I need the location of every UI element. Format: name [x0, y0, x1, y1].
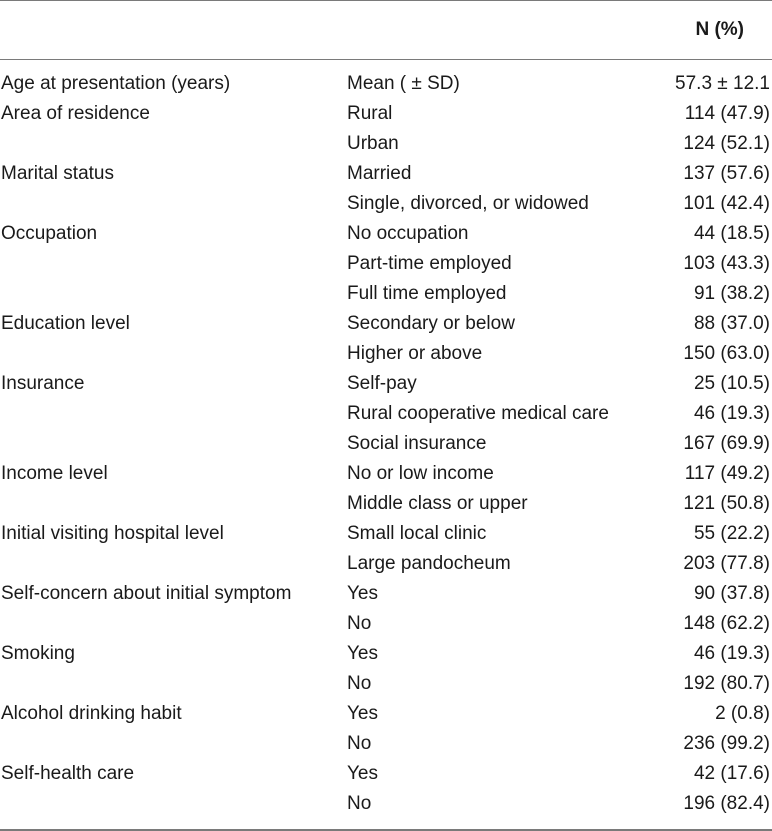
category-cell: No occupation [347, 223, 469, 244]
table-header-rule [0, 59, 772, 60]
value-cell: 25 (10.5) [693, 373, 770, 394]
table-row [0, 99, 772, 129]
table-row [0, 459, 772, 489]
value-cell: 103 (43.3) [683, 253, 770, 274]
value-cell: 148 (62.2) [683, 613, 770, 634]
table-row [0, 519, 772, 549]
category-cell: Yes [347, 703, 378, 724]
table-row [0, 609, 772, 639]
category-cell: Yes [347, 643, 378, 664]
table-row [0, 729, 772, 759]
value-cell: 88 (37.0) [693, 313, 770, 334]
value-cell: 44 (18.5) [693, 223, 770, 244]
value-cell: 203 (77.8) [683, 553, 770, 574]
table-row [0, 369, 772, 399]
value-cell: 192 (80.7) [683, 673, 770, 694]
table-row [0, 249, 772, 279]
variable-cell: Insurance [1, 373, 85, 394]
table-row [0, 279, 772, 309]
table-row [0, 759, 772, 789]
variable-cell: Income level [1, 463, 108, 484]
value-cell: 167 (69.9) [683, 433, 770, 454]
value-cell: 150 (63.0) [683, 343, 770, 364]
table-body [0, 69, 772, 819]
value-cell: 101 (42.4) [683, 193, 770, 214]
category-cell: Middle class or upper [347, 493, 528, 514]
table-row [0, 309, 772, 339]
value-cell: 2 (0.8) [715, 703, 770, 724]
table-row [0, 339, 772, 369]
table-row [0, 579, 772, 609]
value-cell: 46 (19.3) [693, 403, 770, 424]
variable-cell: Marital status [1, 163, 114, 184]
value-cell: 91 (38.2) [693, 283, 770, 304]
category-cell: No [347, 733, 372, 754]
value-cell: 90 (37.8) [693, 583, 770, 604]
category-cell: Married [347, 163, 412, 184]
value-cell: 137 (57.6) [683, 163, 770, 184]
category-cell: No [347, 793, 372, 814]
table-header [0, 0, 772, 59]
variable-cell: Initial visiting hospital level [1, 523, 224, 544]
table-row [0, 129, 772, 159]
category-cell: Rural [347, 103, 393, 124]
table-row [0, 69, 772, 99]
category-cell: Self-pay [347, 373, 417, 394]
variable-cell: Alcohol drinking habit [1, 703, 182, 724]
value-cell: 124 (52.1) [683, 133, 770, 154]
category-cell: Single, divorced, or widowed [347, 193, 589, 214]
table-row [0, 699, 772, 729]
table-row [0, 789, 772, 819]
value-cell: 57.3 ± 12.1 [675, 73, 770, 94]
table-row [0, 189, 772, 219]
variable-cell: Smoking [1, 643, 75, 664]
variable-cell: Self-concern about initial symptom [1, 583, 292, 604]
table-row [0, 159, 772, 189]
category-cell: Yes [347, 583, 378, 604]
table-row [0, 219, 772, 249]
table-row [0, 429, 772, 459]
category-cell: Part-time employed [347, 253, 512, 274]
column-header-n-percent: N (%) [695, 19, 744, 40]
table-row [0, 489, 772, 519]
table-row [0, 549, 772, 579]
category-cell: Mean ( ± SD) [347, 73, 460, 94]
category-cell: Yes [347, 763, 378, 784]
variable-cell: Area of residence [1, 103, 150, 124]
value-cell: 55 (22.2) [693, 523, 770, 544]
table-bottom-rule [0, 829, 772, 831]
table-row [0, 399, 772, 429]
category-cell: Small local clinic [347, 523, 487, 544]
variable-cell: Self-health care [1, 763, 135, 784]
category-cell: No [347, 613, 372, 634]
variable-cell: Education level [1, 313, 130, 334]
value-cell: 114 (47.9) [684, 103, 770, 124]
variable-cell: Age at presentation (years) [1, 73, 231, 94]
value-cell: 121 (50.8) [683, 493, 770, 514]
value-cell: 42 (17.6) [693, 763, 770, 784]
category-cell: Higher or above [347, 343, 483, 364]
value-cell: 46 (19.3) [693, 643, 770, 664]
value-cell: 117 (49.2) [684, 463, 770, 484]
category-cell: Full time employed [347, 283, 507, 304]
category-cell: Rural cooperative medical care [347, 403, 609, 424]
value-cell: 196 (82.4) [683, 793, 770, 814]
table-row [0, 669, 772, 699]
category-cell: Large pandocheum [347, 553, 511, 574]
variable-cell: Occupation [1, 223, 98, 244]
category-cell: Social insurance [347, 433, 487, 454]
table-row [0, 639, 772, 669]
category-cell: No [347, 673, 372, 694]
value-cell: 236 (99.2) [683, 733, 770, 754]
category-cell: Urban [347, 133, 399, 154]
category-cell: Secondary or below [347, 313, 515, 334]
category-cell: No or low income [347, 463, 494, 484]
